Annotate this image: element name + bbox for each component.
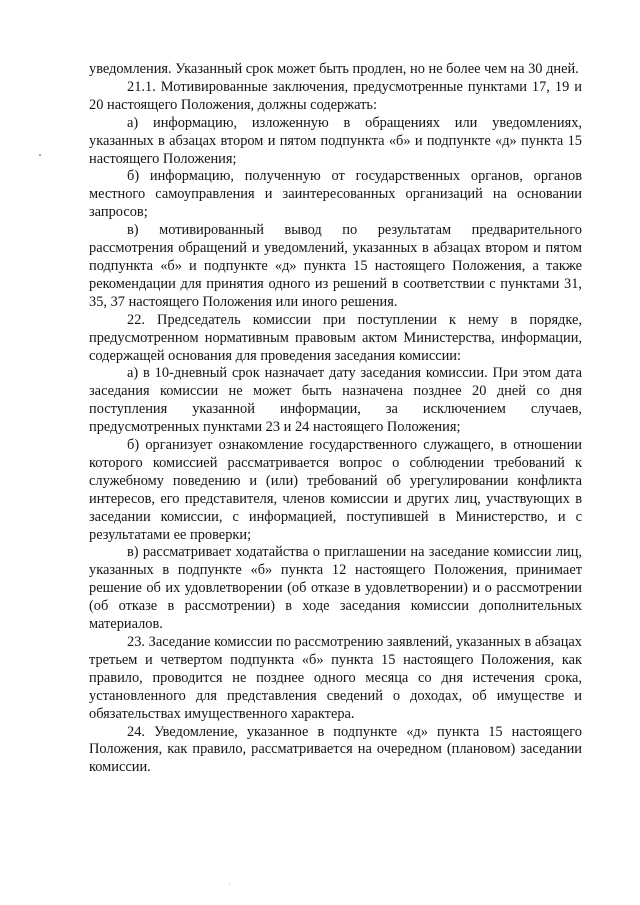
- paragraph-22-v: в) рассматривает ходатайства о приглашении на заседание комиссии лиц, указанных в подпункте «б» пункта 12 настоящего Положения, принимает решение об их удовлетворении (об отказе в удовлетворении) и о рассмотрении (об отказе в рассмотрении) в ходе заседания комиссии дополнительных материалов.: [89, 544, 582, 633]
- paragraph-23: 23. Заседание комиссии по рассмотрению заявлений, указанных в абзацах третьем и четвертом подпункта «б» пункта 15 настоящего Положения, как правило, проводится не позднее одного месяца со дня истечения срока, установленного для представления сведений о доходах, об имуществе и обязательствах имущественного характера.: [89, 634, 582, 722]
- paragraph-22: 22. Председатель комиссии при поступлении к нему в порядке, предусмотренном нормативным правовым актом Министерства, информации, содержащей основания для проведения заседания комиссии:: [89, 311, 582, 364]
- document-body: [89, 61, 582, 777]
- paragraph-21-1-v: в) мотивированный вывод по результатам предварительного рассмотрения обращений и уведомлений, указанных в абзацах втором и пятом подпункта «б» и подпункте «д» пункта 15 настоящего Положения, а также рекомендации для принятия одного из решений в соответствии с пунктами 31, 35, 37 настоящего Положения или иного решения.: [89, 222, 582, 310]
- paragraph-22-b: б) организует ознакомление государственного служащего, в отношении которого комиссией рассматривается вопрос о соблюдении требований к служебному поведению и (или) требований об урегулировании конфликта интересов, его представителя, членов комиссии и других лиц, участвующих в заседании комиссии, с информацией, поступившей в Министерство, и с результатами ее проверки;: [89, 437, 582, 543]
- paragraph-21-1-a: а) информацию, изложенную в обращениях или уведомлениях, указанных в абзацах втором и пятом подпункта «б» и подпункте «д» пункта 15 настоящего Положения;: [89, 114, 582, 167]
- paragraph-21-1-b: б) информацию, полученную от государственных органов, органов местного самоуправления и заинтересованных организаций на основании запросов;: [89, 168, 582, 221]
- paragraph-22-a: а) в 10-дневный срок назначает дату заседания комиссии. При этом дата заседания комиссии не может быть назначена позднее 20 дней со дня поступления указанной информации, за исключением случаев, предусмотренных пунктами 23 и 24 настоящего Положения;: [89, 365, 582, 436]
- paragraph-continuation: уведомления. Указанный срок может быть продлен, но не более чем на 30 дней.: [89, 61, 579, 77]
- scan-speck: [229, 884, 230, 885]
- paragraph-21-1: 21.1. Мотивированные заключения, предусмотренные пунктами 17, 19 и 20 настоящего Положения, должны содержать:: [89, 78, 582, 113]
- paragraph-24: 24. Уведомление, указанное в подпункте «д» пункта 15 настоящего Положения, как правило, рассматривается на очередном (плановом) заседании комиссии.: [89, 723, 582, 776]
- scan-speck: [39, 154, 41, 156]
